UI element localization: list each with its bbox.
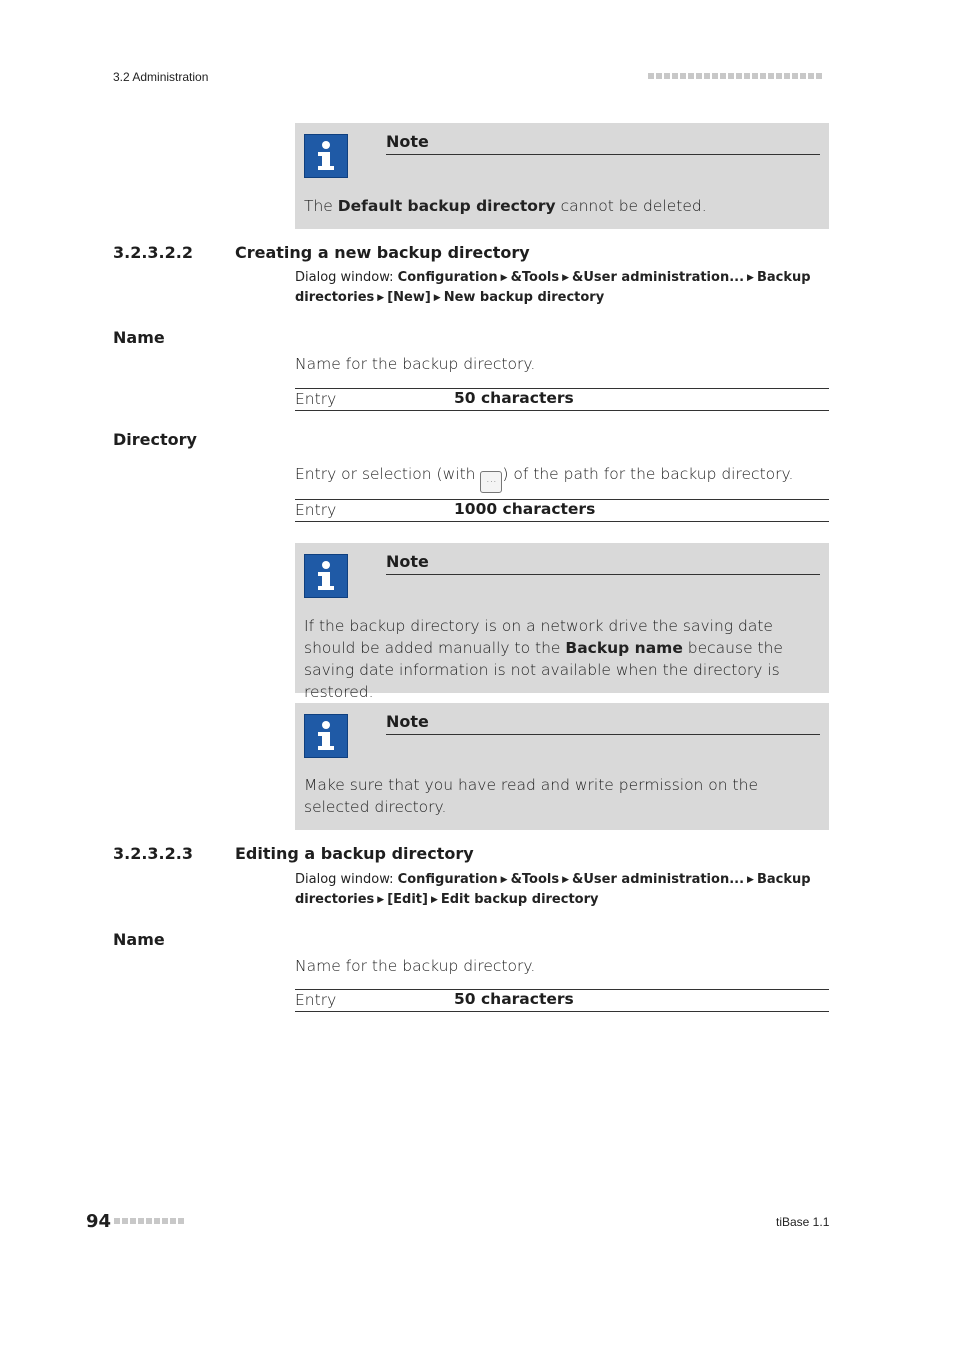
header-dots: [648, 73, 822, 79]
running-header: 3.2 Administration: [113, 70, 209, 84]
note-box-network-drive: [295, 543, 829, 701]
footer-dots: [114, 1218, 184, 1224]
param-name-label: Name: [113, 328, 165, 347]
entry-label: Entry: [295, 390, 337, 408]
entry-value: 1000 characters: [454, 500, 596, 518]
entry-value: 50 characters: [454, 389, 574, 407]
param-name-entry-table: [295, 989, 829, 1012]
browse-button-icon: ...: [480, 471, 502, 493]
entry-label: Entry: [295, 991, 337, 1009]
note-title: Note: [386, 552, 820, 575]
note-box-permission: [295, 703, 829, 830]
dialog-path: Dialog window: Configuration ▶ &Tools ▶ &User administration... ▶ Backup directories ▶ [New] ▶ New backup directory: [295, 270, 811, 305]
dialog-path: Dialog window: Configuration ▶ &Tools ▶ &User administration... ▶ Backup directories ▶ [Edit] ▶ Edit backup directory: [295, 872, 811, 907]
info-icon: [304, 134, 348, 178]
param-directory-entry-table: [295, 499, 829, 522]
note-text: If the backup directory is on a network drive the saving date should be added manually to the Backup name because the saving date information is not available when the directory is restored.: [304, 617, 783, 701]
note-text: Make sure that you have read and write permission on the selected directory.: [304, 776, 758, 816]
note-text: The Default backup directory cannot be deleted.: [304, 197, 707, 215]
entry-label: Entry: [295, 501, 337, 519]
section-title: Editing a backup directory: [235, 844, 474, 863]
page-number: 94: [86, 1211, 112, 1232]
info-icon: [304, 714, 348, 758]
entry-value: 50 characters: [454, 990, 574, 1008]
param-directory-description: Entry or selection (with ... ) of the path for the backup directory.: [295, 465, 793, 493]
product-name: tiBase 1.1: [776, 1215, 830, 1229]
section-number: 3.2.3.2.2: [113, 243, 193, 262]
note-box-default-directory: [295, 123, 829, 229]
note-title: Note: [386, 132, 820, 155]
section-title: Creating a new backup directory: [235, 243, 530, 262]
param-directory-label: Directory: [113, 430, 197, 449]
param-name-entry-table: [295, 388, 829, 411]
param-name-description: Name for the backup directory.: [295, 355, 536, 373]
param-name-label: Name: [113, 930, 165, 949]
note-title: Note: [386, 712, 820, 735]
info-icon: [304, 554, 348, 598]
section-number: 3.2.3.2.3: [113, 844, 193, 863]
param-name-description: Name for the backup directory.: [295, 957, 536, 975]
